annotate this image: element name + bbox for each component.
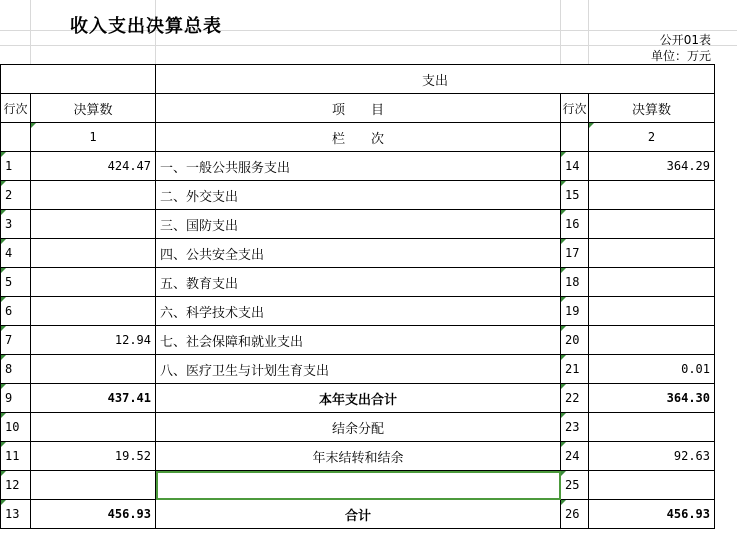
- row-number-right[interactable]: 25: [561, 471, 589, 500]
- row-number-left[interactable]: 12: [1, 471, 31, 500]
- selected-cell[interactable]: [156, 471, 561, 500]
- item-name[interactable]: 结余分配: [156, 413, 561, 442]
- row-number-left[interactable]: 2: [1, 181, 31, 210]
- unit-label: 单位：万元: [650, 49, 711, 63]
- section-header-cell[interactable]: 支出: [156, 65, 715, 94]
- row-number-left[interactable]: 4: [1, 239, 31, 268]
- item-name[interactable]: 一、一般公共服务支出: [156, 152, 561, 181]
- grid-line: [0, 45, 737, 46]
- table-row: [1, 471, 715, 500]
- amount-left[interactable]: 456.93: [31, 500, 156, 529]
- header-amount-right[interactable]: 决算数: [589, 94, 715, 123]
- index-blank-cell[interactable]: [561, 123, 589, 152]
- column-index-left[interactable]: 1: [31, 123, 156, 152]
- header-amount-left[interactable]: 决算数: [31, 94, 156, 123]
- item-name[interactable]: 合计: [156, 500, 561, 529]
- item-name[interactable]: 六、科学技术支出: [156, 297, 561, 326]
- amount-right[interactable]: [589, 297, 715, 326]
- amount-right[interactable]: [589, 181, 715, 210]
- row-number-left[interactable]: 8: [1, 355, 31, 384]
- column-index-right[interactable]: 2: [589, 123, 715, 152]
- amount-right[interactable]: 456.93: [589, 500, 715, 529]
- table-row: [1, 442, 715, 471]
- form-code: 公开01表: [659, 33, 711, 47]
- amount-left[interactable]: [31, 413, 156, 442]
- table-row: [1, 268, 715, 297]
- row-number-left[interactable]: 9: [1, 384, 31, 413]
- grid-line: [30, 0, 31, 64]
- document-title: 收入支出决算总表: [70, 16, 222, 37]
- row-number-right[interactable]: 18: [561, 268, 589, 297]
- amount-right[interactable]: [589, 471, 715, 500]
- row-number-left[interactable]: 13: [1, 500, 31, 529]
- amount-right[interactable]: [589, 268, 715, 297]
- row-number-left[interactable]: 10: [1, 413, 31, 442]
- header-blank-cell[interactable]: [1, 65, 156, 94]
- column-index-row: [1, 123, 715, 152]
- amount-right[interactable]: 92.63: [589, 442, 715, 471]
- amount-left[interactable]: [31, 239, 156, 268]
- table-row: [1, 297, 715, 326]
- amount-left[interactable]: [31, 355, 156, 384]
- column-header-row: [1, 94, 715, 123]
- amount-left[interactable]: [31, 210, 156, 239]
- amount-right[interactable]: [589, 326, 715, 355]
- amount-left[interactable]: [31, 297, 156, 326]
- row-number-right[interactable]: 16: [561, 210, 589, 239]
- item-name[interactable]: 八、医疗卫生与计划生育支出: [156, 355, 561, 384]
- amount-left[interactable]: [31, 471, 156, 500]
- row-number-right[interactable]: 21: [561, 355, 589, 384]
- amount-left[interactable]: [31, 181, 156, 210]
- amount-right[interactable]: [589, 210, 715, 239]
- amount-left[interactable]: 19.52: [31, 442, 156, 471]
- grid-line: [588, 0, 589, 64]
- row-number-right[interactable]: 20: [561, 326, 589, 355]
- item-name[interactable]: 四、公共安全支出: [156, 239, 561, 268]
- amount-left[interactable]: [31, 268, 156, 297]
- amount-right[interactable]: [589, 239, 715, 268]
- row-number-left[interactable]: 11: [1, 442, 31, 471]
- table-row: [1, 210, 715, 239]
- item-name[interactable]: 年末结转和结余: [156, 442, 561, 471]
- table-row: [1, 355, 715, 384]
- amount-left[interactable]: 12.94: [31, 326, 156, 355]
- index-blank-cell[interactable]: [1, 123, 31, 152]
- subtotal-row: [1, 384, 715, 413]
- row-number-left[interactable]: 5: [1, 268, 31, 297]
- amount-left[interactable]: 437.41: [31, 384, 156, 413]
- row-number-right[interactable]: 23: [561, 413, 589, 442]
- row-number-left[interactable]: 6: [1, 297, 31, 326]
- table-row: [1, 413, 715, 442]
- row-number-left[interactable]: 3: [1, 210, 31, 239]
- row-number-right[interactable]: 17: [561, 239, 589, 268]
- row-number-right[interactable]: 24: [561, 442, 589, 471]
- header-item[interactable]: 项 目: [156, 94, 561, 123]
- amount-right[interactable]: [589, 413, 715, 442]
- row-number-left[interactable]: 7: [1, 326, 31, 355]
- amount-right[interactable]: 364.30: [589, 384, 715, 413]
- row-number-right[interactable]: 14: [561, 152, 589, 181]
- amount-right[interactable]: 0.01: [589, 355, 715, 384]
- table-row: [1, 239, 715, 268]
- item-name[interactable]: 二、外交支出: [156, 181, 561, 210]
- row-number-right[interactable]: 26: [561, 500, 589, 529]
- header-row-no-left[interactable]: 行次: [1, 94, 31, 123]
- amount-left[interactable]: 424.47: [31, 152, 156, 181]
- section-header-row: [1, 65, 715, 94]
- table-row: [1, 181, 715, 210]
- row-number-right[interactable]: 15: [561, 181, 589, 210]
- item-name[interactable]: 五、教育支出: [156, 268, 561, 297]
- table-row: [1, 152, 715, 181]
- header-row-no-right[interactable]: 行次: [561, 94, 589, 123]
- budget-table: [0, 64, 715, 529]
- column-index-item[interactable]: 栏 次: [156, 123, 561, 152]
- row-number-right[interactable]: 19: [561, 297, 589, 326]
- amount-right[interactable]: 364.29: [589, 152, 715, 181]
- item-name[interactable]: 本年支出合计: [156, 384, 561, 413]
- total-row: [1, 500, 715, 529]
- item-name[interactable]: 七、社会保障和就业支出: [156, 326, 561, 355]
- row-number-right[interactable]: 22: [561, 384, 589, 413]
- grid-line: [560, 0, 561, 64]
- row-number-left[interactable]: 1: [1, 152, 31, 181]
- item-name[interactable]: 三、国防支出: [156, 210, 561, 239]
- table-row: [1, 326, 715, 355]
